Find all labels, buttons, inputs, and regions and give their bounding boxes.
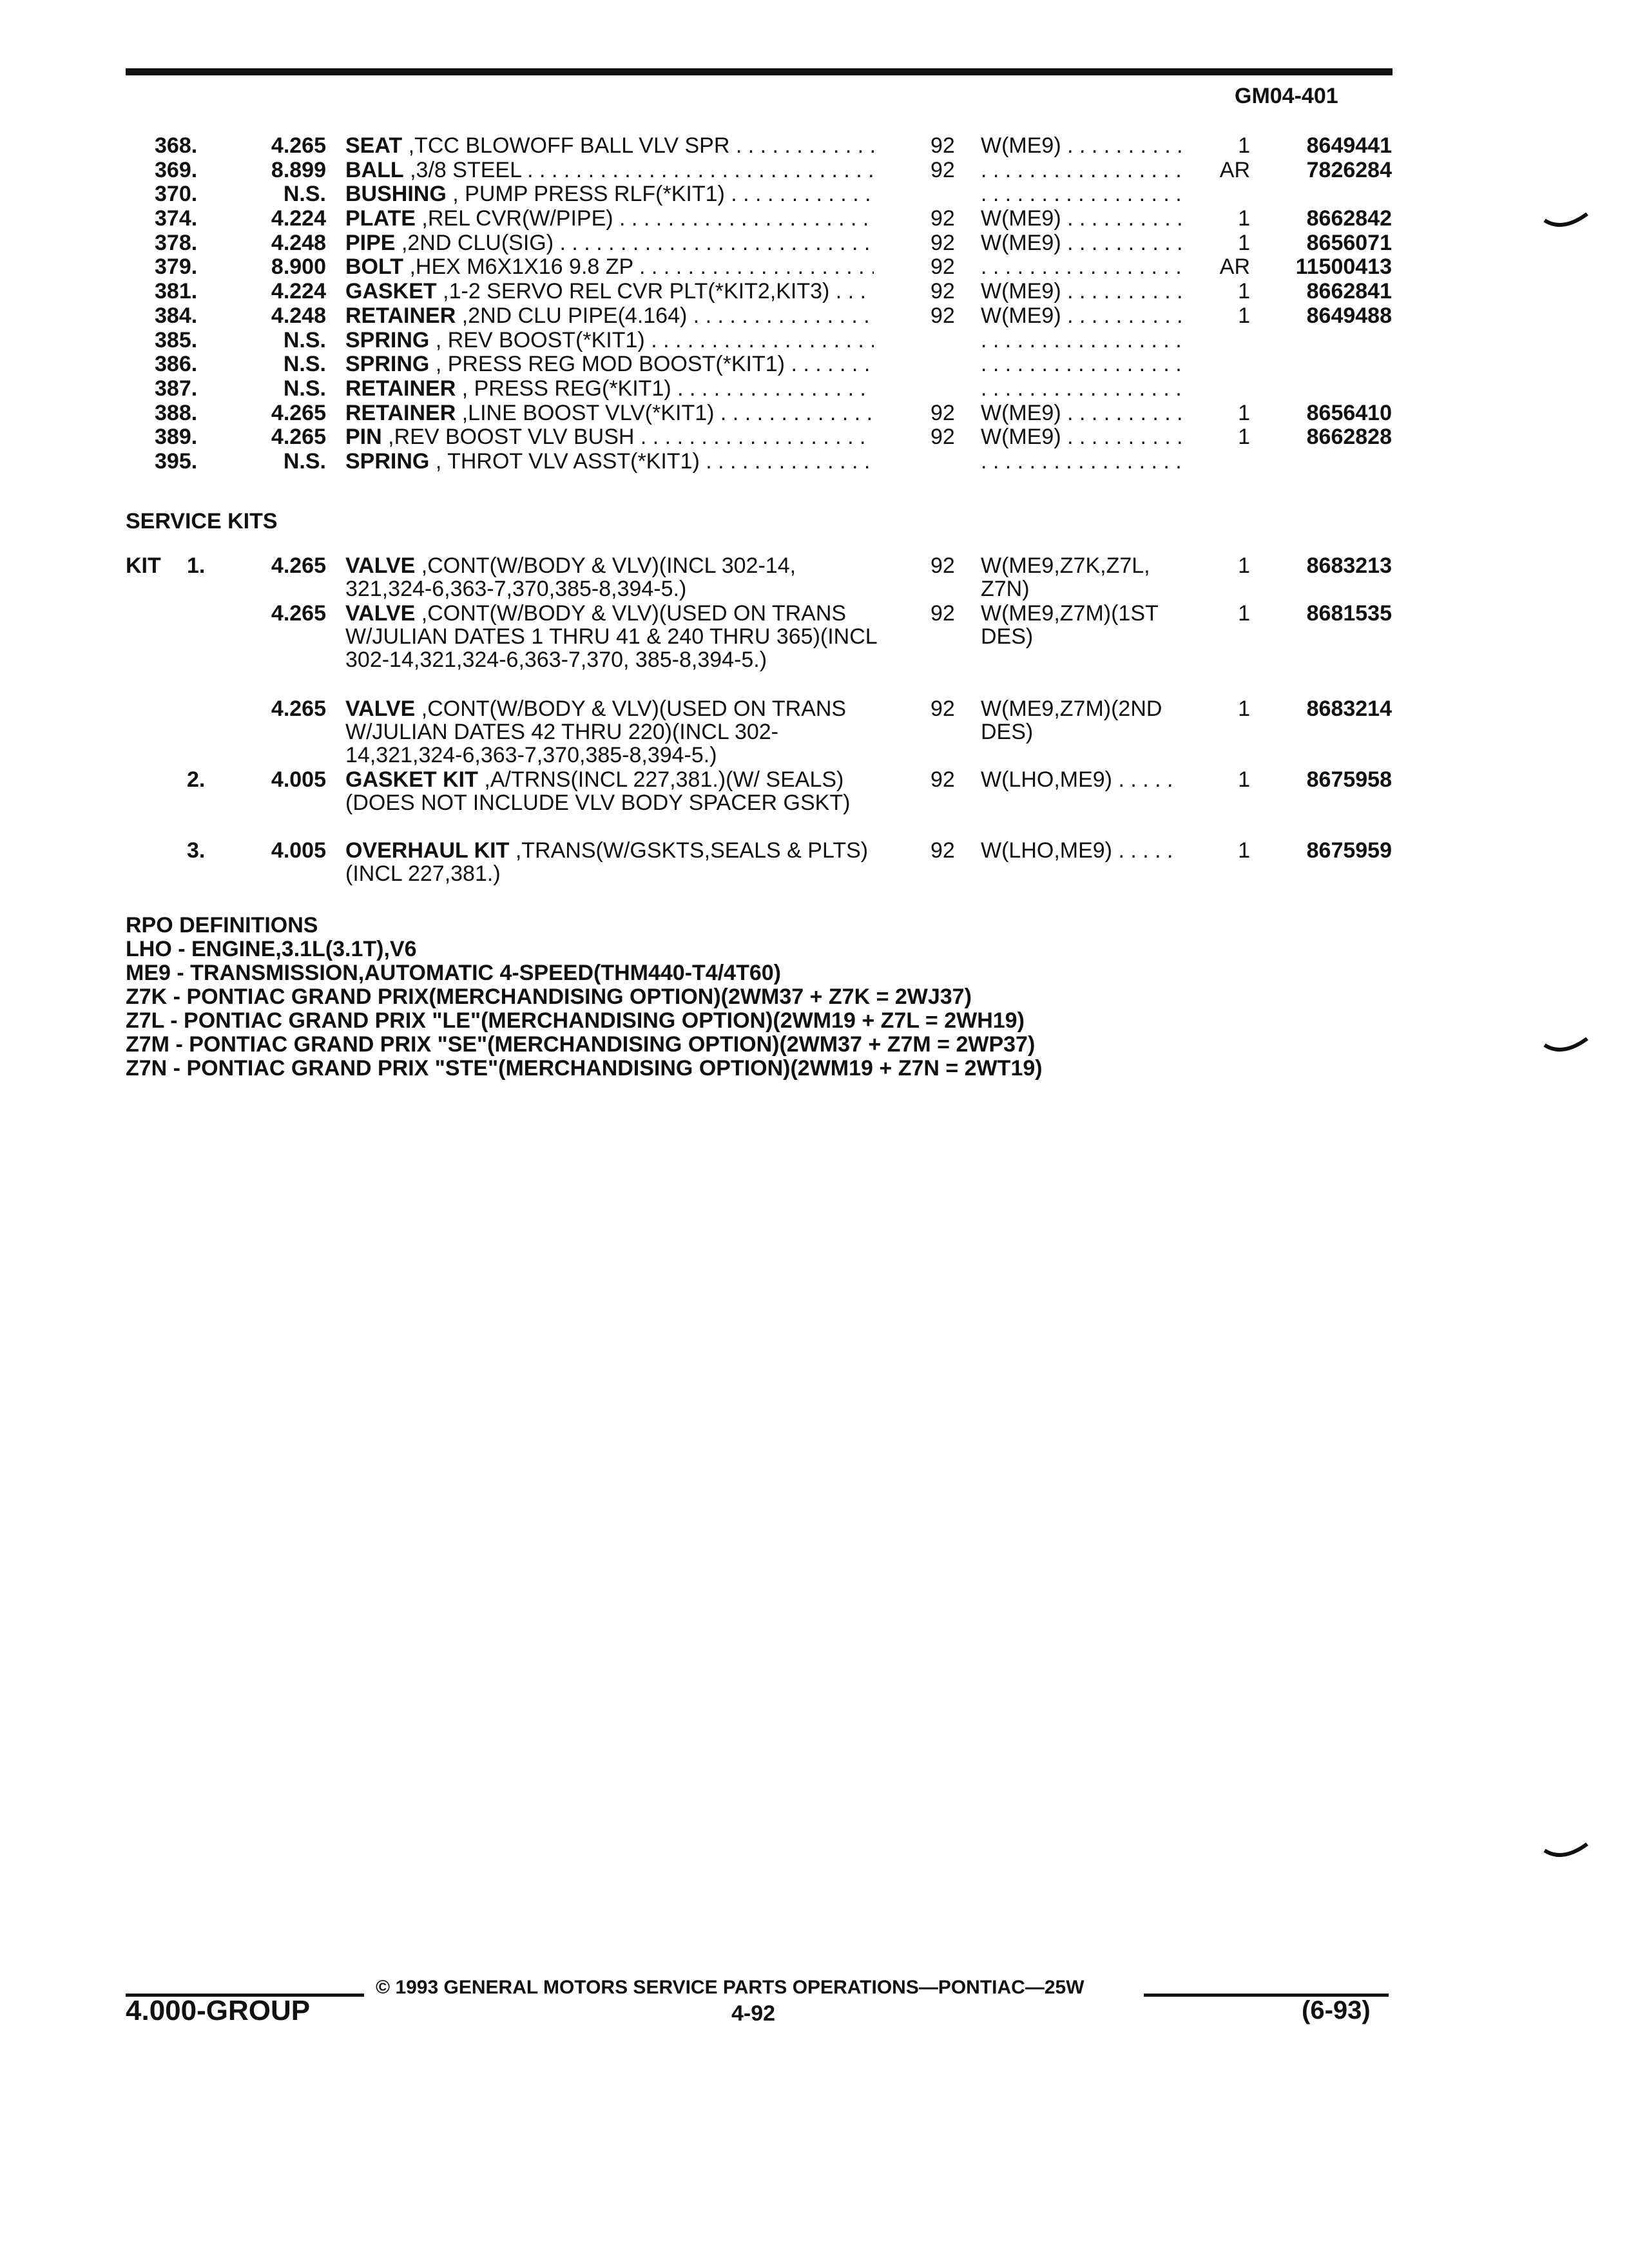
- kit-year: 92: [930, 838, 955, 863]
- model-year: 92: [930, 400, 955, 425]
- ref-number: 386.: [155, 352, 198, 377]
- parts-row: [0, 377, 1629, 401]
- rpo-line: Z7N - PONTIAC GRAND PRIX "STE"(MERCHANDISING OPTION)(2WM19 + Z7N = 2WT19): [126, 1056, 1043, 1081]
- parts-row: [0, 401, 1629, 426]
- kit-usage: W(ME9,Z7M)(1ST DES): [981, 601, 1159, 649]
- ref-number: 388.: [155, 400, 198, 425]
- usage-code: W(ME9) . . .: [981, 425, 1187, 450]
- part-description: RETAINER ,LINE BOOST VLV(*KIT1) . . .: [345, 401, 874, 426]
- document-id: GM04-401: [1235, 84, 1338, 108]
- rpo-heading: RPO DEFINITIONS: [126, 913, 318, 937]
- rpo-line: Z7L - PONTIAC GRAND PRIX "LE"(MERCHANDISING OPTION)(2WM19 + Z7L = 2WH19): [126, 1008, 1025, 1033]
- part-number: 8662842: [1306, 206, 1392, 231]
- model-year: 92: [930, 303, 955, 328]
- part-number: 11500413: [1295, 255, 1392, 280]
- kit-year: 92: [930, 601, 955, 626]
- group-number: N.S.: [283, 352, 326, 377]
- parts-row: [0, 182, 1629, 207]
- part-number: 8656071: [1306, 230, 1392, 255]
- kit-year: 92: [930, 767, 955, 792]
- part-description: SEAT ,TCC BLOWOFF BALL VLV SPR . . .: [345, 134, 874, 159]
- parts-row: [0, 425, 1629, 450]
- quantity: 1: [1238, 133, 1250, 158]
- group-number: N.S.: [283, 327, 326, 352]
- footer-date: (6-93): [1302, 1996, 1371, 2024]
- group-number: N.S.: [283, 448, 326, 474]
- kit-qty: 1: [1238, 838, 1250, 863]
- part-description: SPRING , REV BOOST(*KIT1) . . .: [345, 329, 874, 353]
- kit-year: 92: [930, 553, 955, 578]
- ref-number: 370.: [155, 182, 198, 207]
- usage-code: W(ME9) . . .: [981, 280, 1187, 304]
- quantity: 1: [1238, 303, 1250, 328]
- part-description: PIN ,REV BOOST VLV BUSH . . .: [345, 425, 874, 450]
- usage-code: [981, 377, 1187, 401]
- kit-description: VALVE ,CONT(W/BODY & VLV)(USED ON TRANS W/JULIAN DATES 42 THRU 220)(INCL 302-14,321,324-6,363-7,370,385-8,394-5.): [345, 697, 847, 767]
- kit-group: 4.005: [271, 767, 326, 792]
- kit-part-number: 8683213: [1306, 553, 1392, 578]
- footer-copyright: © 1993 GENERAL MOTORS SERVICE PARTS OPERATIONS—PONTIAC—25W: [376, 1977, 1084, 1998]
- parts-row: [0, 352, 1629, 377]
- parts-row: [0, 255, 1629, 280]
- kit-group: 4.265: [271, 553, 326, 578]
- part-number: 8649488: [1306, 303, 1392, 328]
- part-description: SPRING , PRESS REG MOD BOOST(*KIT1) . . .: [345, 352, 874, 377]
- model-year: 92: [930, 255, 955, 280]
- binder-hole-mark: [1543, 213, 1588, 232]
- part-description: GASKET ,1-2 SERVO REL CVR PLT(*KIT2,KIT3) . . .: [345, 280, 874, 304]
- parts-row: [0, 159, 1629, 183]
- group-number: 4.265: [271, 133, 326, 158]
- parts-list: [0, 134, 1629, 474]
- usage-code: W(ME9) . . .: [981, 207, 1187, 231]
- kit-description: VALVE ,CONT(W/BODY & VLV)(INCL 302-14, 321,324-6,363-7,370,385-8,394-5.): [345, 553, 796, 601]
- group-number: 8.899: [271, 157, 326, 182]
- kit-label: KIT: [126, 553, 161, 578]
- ref-number: 387.: [155, 376, 198, 401]
- parts-row: [0, 280, 1629, 304]
- kit-qty: 1: [1238, 767, 1250, 792]
- ref-number: 374.: [155, 206, 198, 231]
- quantity: AR: [1219, 157, 1250, 182]
- group-number: N.S.: [283, 182, 326, 207]
- ref-number: 379.: [155, 255, 198, 280]
- kit-group: 4.005: [271, 838, 326, 863]
- part-number: 8662841: [1306, 279, 1392, 304]
- part-description: BALL ,3/8 STEEL . . .: [345, 159, 874, 183]
- usage-code: [981, 352, 1187, 377]
- kit-description: VALVE ,CONT(W/BODY & VLV)(USED ON TRANS W/JULIAN DATES 1 THRU 41 & 240 THRU 365)(INCL 302-14,321,324-6,363-7,370, 385-8,394-5.): [345, 601, 877, 672]
- ref-number: 385.: [155, 327, 198, 352]
- group-number: 4.248: [271, 230, 326, 255]
- kit-usage: W(ME9,Z7M)(2ND DES): [981, 697, 1162, 744]
- quantity: 1: [1238, 400, 1250, 425]
- usage-code: [981, 159, 1187, 183]
- footer-group: 4.000-GROUP: [126, 1995, 311, 2026]
- parts-row: [0, 304, 1629, 329]
- footer-page-number: 4-92: [731, 2001, 776, 2026]
- part-description: RETAINER , PRESS REG(*KIT1) . . .: [345, 377, 874, 401]
- quantity: 1: [1238, 230, 1250, 255]
- rpo-line: Z7K - PONTIAC GRAND PRIX(MERCHANDISING OPTION)(2WM37 + Z7K = 2WJ37): [126, 985, 972, 1009]
- ref-number: 368.: [155, 133, 198, 158]
- kit-number: 3.: [187, 838, 206, 863]
- group-number: 4.265: [271, 400, 326, 425]
- kit-usage: W(LHO,ME9) . . . . .: [981, 767, 1173, 792]
- kit-group: 4.265: [271, 601, 326, 626]
- group-number: 4.224: [271, 206, 326, 231]
- parts-row: [0, 231, 1629, 256]
- part-description: PLATE ,REL CVR(W/PIPE) . . .: [345, 207, 874, 231]
- ref-number: 369.: [155, 157, 198, 182]
- kit-usage: W(ME9,Z7K,Z7L, Z7N): [981, 553, 1150, 601]
- model-year: 92: [930, 230, 955, 255]
- part-description: BUSHING , PUMP PRESS RLF(*KIT1) . . .: [345, 182, 874, 207]
- kit-part-number: 8681535: [1306, 601, 1392, 626]
- binder-hole-mark: [1543, 1037, 1588, 1057]
- ref-number: 381.: [155, 279, 198, 304]
- part-description: BOLT ,HEX M6X1X16 9.8 ZP . . .: [345, 255, 874, 280]
- part-description: RETAINER ,2ND CLU PIPE(4.164) . . .: [345, 304, 874, 329]
- kit-part-number: 8675959: [1306, 838, 1392, 863]
- kit-part-number: 8675958: [1306, 767, 1392, 792]
- kit-usage: W(LHO,ME9) . . . . .: [981, 838, 1173, 863]
- group-number: 8.900: [271, 255, 326, 280]
- service-kits-heading: SERVICE KITS: [126, 509, 278, 533]
- kit-part-number: 8683214: [1306, 697, 1392, 721]
- kit-number: 2.: [187, 767, 206, 792]
- usage-code: W(ME9) . . .: [981, 401, 1187, 426]
- part-description: SPRING , THROT VLV ASST(*KIT1) . . .: [345, 450, 874, 474]
- part-number: 7826284: [1306, 157, 1392, 182]
- model-year: 92: [930, 425, 955, 450]
- rpo-line: ME9 - TRANSMISSION,AUTOMATIC 4-SPEED(THM440-T4/4T60): [126, 961, 781, 985]
- kit-number: 1.: [187, 553, 206, 578]
- model-year: 92: [930, 157, 955, 182]
- usage-code: [981, 329, 1187, 353]
- usage-code: W(ME9) . . .: [981, 231, 1187, 256]
- quantity: 1: [1238, 279, 1250, 304]
- part-number: 8649441: [1306, 133, 1392, 158]
- ref-number: 395.: [155, 448, 198, 474]
- usage-code: [981, 182, 1187, 207]
- parts-row: [0, 207, 1629, 231]
- binder-hole-mark: [1543, 1843, 1588, 1862]
- usage-code: W(ME9) . . .: [981, 304, 1187, 329]
- model-year: 92: [930, 133, 955, 158]
- parts-row: [0, 329, 1629, 353]
- usage-code: W(ME9) . . .: [981, 134, 1187, 159]
- kit-description: GASKET KIT ,A/TRNS(INCL 227,381.)(W/ SEALS) (DOES NOT INCLUDE VLV BODY SPACER GSKT): [345, 767, 851, 815]
- model-year: 92: [930, 206, 955, 231]
- ref-number: 378.: [155, 230, 198, 255]
- ref-number: 384.: [155, 303, 198, 328]
- quantity: AR: [1219, 255, 1250, 280]
- parts-row: [0, 450, 1629, 474]
- rpo-line: LHO - ENGINE,3.1L(3.1T),V6: [126, 937, 417, 961]
- quantity: 1: [1238, 206, 1250, 231]
- model-year: 92: [930, 279, 955, 304]
- rpo-definitions: [126, 914, 1043, 1081]
- part-description: PIPE ,2ND CLU(SIG) . . .: [345, 231, 874, 256]
- usage-code: [981, 450, 1187, 474]
- parts-row: [0, 134, 1629, 159]
- kit-year: 92: [930, 697, 955, 721]
- quantity: 1: [1238, 425, 1250, 450]
- group-number: 4.265: [271, 425, 326, 450]
- group-number: N.S.: [283, 376, 326, 401]
- kit-description: OVERHAUL KIT ,TRANS(W/GSKTS,SEALS & PLTS)(INCL 227,381.): [345, 838, 869, 886]
- kit-qty: 1: [1238, 553, 1250, 578]
- group-number: 4.248: [271, 303, 326, 328]
- rpo-line: Z7M - PONTIAC GRAND PRIX "SE"(MERCHANDISING OPTION)(2WM37 + Z7M = 2WP37): [126, 1032, 1036, 1057]
- kit-qty: 1: [1238, 697, 1250, 721]
- kit-group: 4.265: [271, 697, 326, 721]
- kit-qty: 1: [1238, 601, 1250, 626]
- usage-code: [981, 255, 1187, 280]
- group-number: 4.224: [271, 279, 326, 304]
- ref-number: 389.: [155, 425, 198, 450]
- part-number: 8662828: [1306, 425, 1392, 450]
- header-rule: [126, 68, 1393, 75]
- part-number: 8656410: [1306, 400, 1392, 425]
